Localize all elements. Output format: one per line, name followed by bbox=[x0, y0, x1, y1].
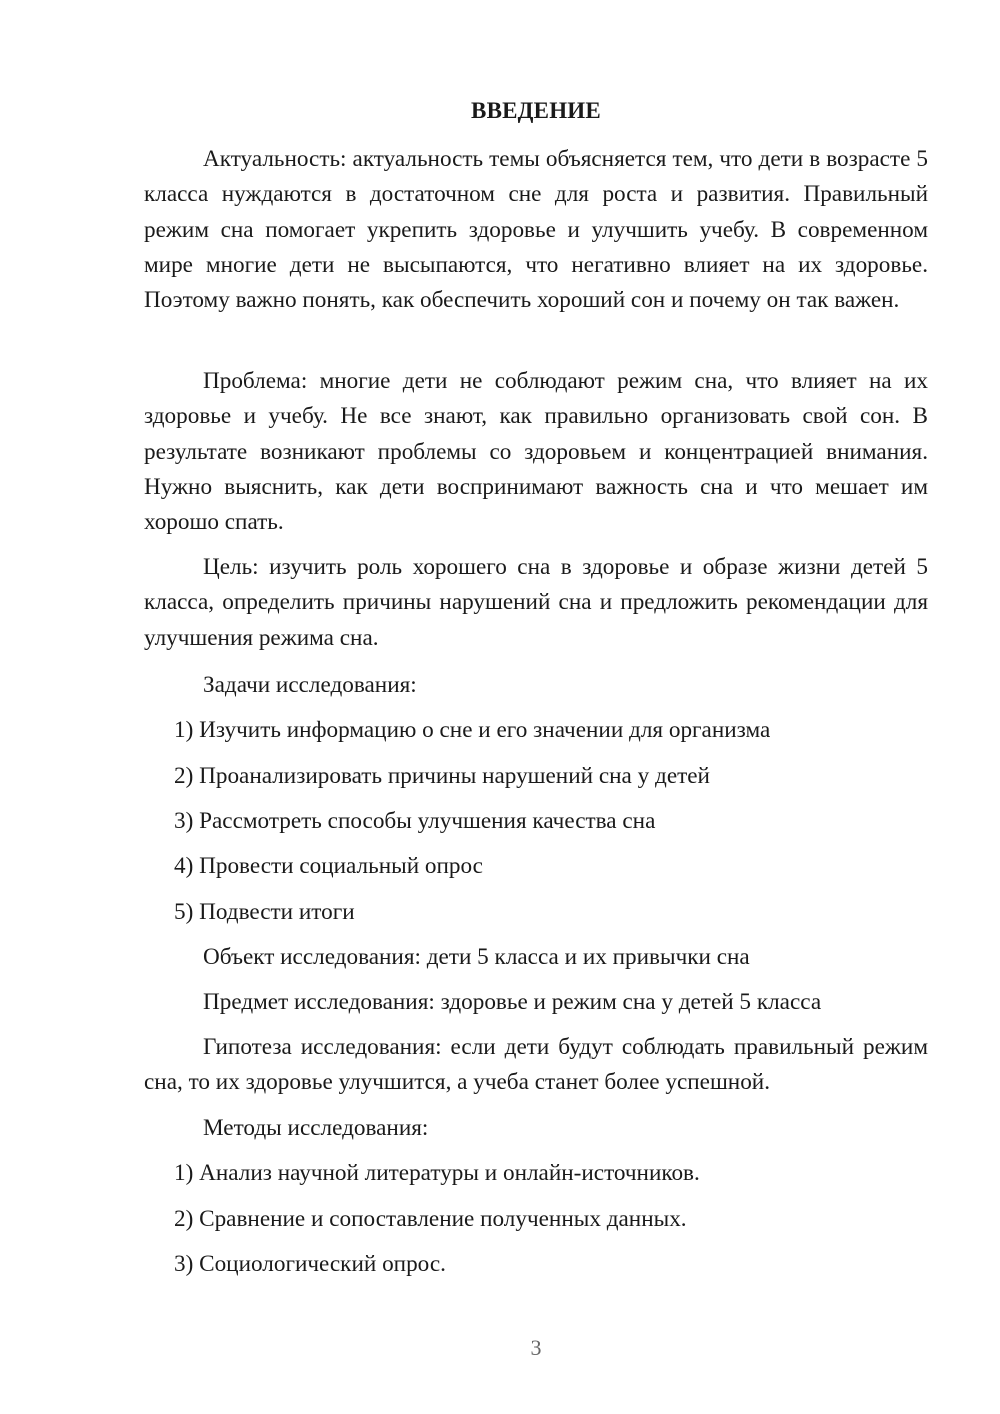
goal-paragraph: Цель: изучить роль хорошего сна в здоровье и образе жизни детей 5 класса, определить причины нарушений сна и предложить рекомендации для улучшения режима сна. bbox=[144, 554, 928, 651]
methods-heading: Методы исследования: bbox=[203, 1115, 429, 1141]
object-line: Объект исследования: дети 5 класса и их привычки сна bbox=[203, 944, 750, 970]
method-item-2: 2) Сравнение и сопоставление полученных данных. bbox=[174, 1206, 687, 1232]
task-item-5: 5) Подвести итоги bbox=[174, 899, 355, 925]
subject-line: Предмет исследования: здоровье и режим сна у детей 5 класса bbox=[203, 989, 822, 1015]
page-title: ВВЕДЕНИЕ bbox=[471, 98, 601, 123]
method-item-3: 3) Социологический опрос. bbox=[174, 1251, 446, 1277]
task-item-4: 4) Провести социальный опрос bbox=[174, 853, 483, 879]
relevance-paragraph: Актуальность: актуальность темы объясняется тем, что дети в возрасте 5 класса нуждаются в достаточном сне для роста и развития. Правильный режим сна помогает укрепить здоровье и улучшить учебу. В современном мире многие дети не высыпаются, что негативно влияет на их здоровье. Поэтому важно понять, как обеспечить хороший сон и почему он так важен. bbox=[144, 146, 928, 314]
method-item-1: 1) Анализ научной литературы и онлайн-источников. bbox=[174, 1160, 700, 1186]
task-item-3: 3) Рассмотреть способы улучшения качества сна bbox=[174, 808, 656, 834]
problem-paragraph: Проблема: многие дети не соблюдают режим сна, что влияет на их здоровье и учебу. Не все знают, как правильно организовать свой сон. В результате возникают проблемы со здоровьем и концентрацией внимания. Нужно выяснить, как дети воспринимают важность сна и что мешает им хорошо спать. bbox=[144, 368, 928, 536]
task-item-2: 2) Проанализировать причины нарушений сна у детей bbox=[174, 763, 710, 789]
hypothesis-paragraph: Гипотеза исследования: если дети будут соблюдать правильный режим сна, то их здоровье улучшится, а учеба станет более успешной. bbox=[144, 1034, 928, 1096]
page-number: 3 bbox=[530, 1335, 542, 1360]
tasks-heading: Задачи исследования: bbox=[203, 672, 417, 698]
task-item-1: 1) Изучить информацию о сне и его значении для организма bbox=[174, 717, 771, 743]
